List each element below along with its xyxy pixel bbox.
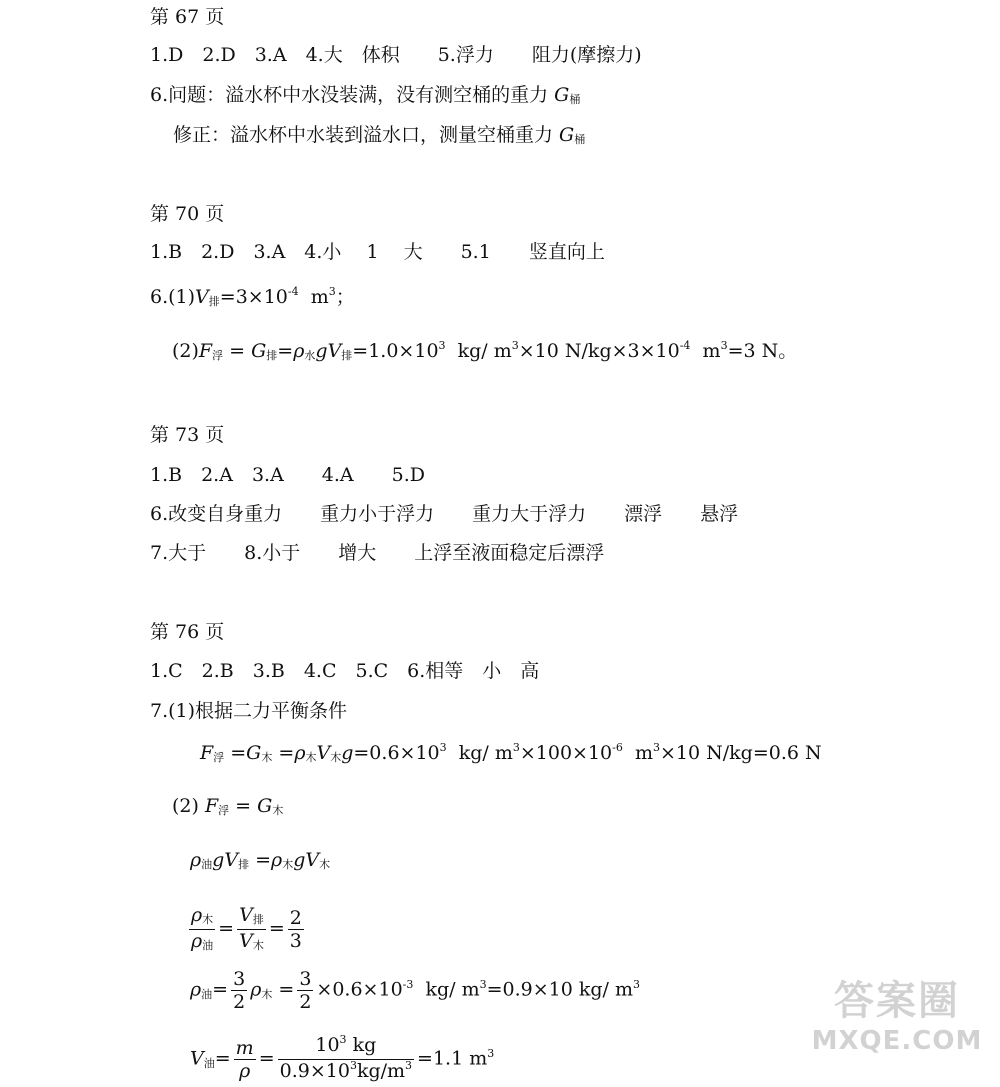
sub: 油: [203, 1056, 215, 1070]
sup: 3: [438, 339, 446, 352]
sub: 油: [201, 858, 213, 871]
watermark-url: MXQE.COM: [811, 1026, 983, 1056]
var: F: [200, 742, 214, 764]
sup: 3: [479, 977, 487, 991]
var: V: [316, 742, 331, 764]
var: F: [198, 340, 213, 362]
sub: 油: [201, 987, 213, 1001]
var: ρ: [271, 849, 283, 871]
var: g: [315, 340, 328, 362]
equation-buoyancy-3: [190, 851, 330, 870]
var: g: [293, 849, 306, 871]
denominator: [237, 930, 266, 955]
fraction-volume-calc: [278, 1034, 414, 1085]
fraction-two-thirds: [288, 907, 304, 952]
var: V: [190, 1047, 204, 1070]
text: =1.1 m: [417, 1047, 488, 1070]
var: ρ: [191, 930, 203, 952]
sup: 3: [653, 741, 660, 754]
sub: 木: [282, 858, 294, 871]
watermark-logo: [802, 969, 992, 1079]
text: ×0.6×10: [316, 978, 403, 1001]
sup: 3: [439, 741, 447, 754]
heading-page-70: 第 70 页: [150, 203, 225, 225]
text: 6.(1): [150, 286, 196, 308]
equation-oil-volume: [190, 1034, 494, 1085]
denominator: [189, 930, 215, 955]
equation-buoyancy-2: [172, 797, 283, 816]
numerator: [278, 1034, 414, 1060]
var: V: [195, 286, 209, 308]
text: kg: [346, 1034, 377, 1056]
sub: 排: [208, 295, 220, 308]
text: =: [268, 917, 285, 940]
answers-p67-line2: [150, 86, 580, 105]
sub: 排: [238, 858, 250, 871]
var: V: [305, 849, 320, 871]
equation-buoyancy-1: [200, 741, 822, 764]
sup: 3: [720, 339, 728, 352]
text: =: [218, 917, 235, 940]
sub: 木: [261, 751, 273, 764]
fraction-density-ratio: [189, 904, 215, 955]
text: kg/ m: [457, 340, 512, 362]
text: =: [258, 1047, 275, 1070]
answers-p73-line3: 7.大于 8.小于 增大 上浮至液面稳定后漂浮: [150, 542, 605, 564]
text: kg/m: [356, 1060, 406, 1082]
sub: 桶: [574, 133, 586, 146]
var-g: G: [554, 84, 570, 106]
text: 0.9×10: [279, 1060, 350, 1082]
sub: 桶: [569, 93, 581, 106]
text: (2): [172, 340, 199, 362]
sub: 水: [304, 349, 316, 362]
text: m: [634, 742, 653, 764]
text: =1.0×10: [352, 340, 439, 362]
sub: 木: [305, 751, 317, 764]
denominator: 2: [233, 991, 246, 1013]
sub: 木: [252, 939, 264, 952]
answers-p70-q6-1: [150, 285, 355, 308]
text: m: [310, 286, 329, 308]
sub: 油: [202, 939, 214, 952]
denominator: ρ: [239, 1060, 251, 1082]
var: ρ: [250, 978, 262, 1001]
text: =0.9×10 kg/ m: [486, 978, 634, 1001]
text: (2): [172, 795, 205, 817]
text: 修正：溢水杯中水装到溢水口，测量空桶重力: [173, 124, 560, 146]
sup: -3: [402, 977, 414, 991]
answers-p76-line1: 1.C 2.B 3.B 4.C 5.C 6.相等 小 高: [150, 660, 540, 682]
text: 10: [315, 1034, 340, 1056]
sup: 3: [633, 977, 641, 991]
sup: 3: [339, 1033, 347, 1046]
text: ×10 N/kg=0.6 N: [660, 742, 822, 764]
var: ρ: [190, 849, 202, 871]
equation-ratio: [186, 904, 307, 955]
sub: 排: [341, 349, 353, 362]
sup: -4: [287, 285, 299, 298]
heading-page-76: 第 76 页: [150, 621, 225, 643]
numerator: [189, 904, 215, 930]
sub: 木: [319, 858, 331, 871]
numerator: m: [235, 1037, 254, 1059]
fraction-m-over-rho: [234, 1037, 256, 1082]
var: ρ: [190, 978, 202, 1001]
sup: 3: [328, 285, 336, 298]
text: ×10 N/kg×3×10: [518, 340, 680, 362]
text: =0.6×10: [353, 742, 440, 764]
sub: 浮: [213, 751, 225, 764]
answers-p73-line2: 6.改变自身重力 重力小于浮力 重力大于浮力 漂浮 悬浮: [150, 503, 739, 525]
text: ×100×10: [519, 742, 613, 764]
text: =: [277, 340, 294, 362]
sup: 3: [512, 741, 520, 754]
fraction-volume-ratio: [237, 904, 266, 955]
numerator: 3: [233, 968, 246, 990]
var-g: G: [559, 124, 575, 146]
numerator: 2: [289, 907, 302, 929]
denominator: 3: [289, 930, 302, 952]
text: =3 N。: [727, 340, 798, 362]
text: m: [702, 340, 721, 362]
sub: 浮: [218, 804, 230, 817]
var: g: [341, 742, 354, 764]
answers-p70-line1: 1.B 2.D 3.A 4.小 1 大 5.1 竖直向上: [150, 241, 605, 263]
sub: 排: [266, 349, 278, 362]
var: G: [257, 795, 273, 817]
text: =: [214, 1047, 231, 1070]
sup: -4: [679, 339, 691, 352]
numerator: 3: [299, 968, 312, 990]
text: ；: [335, 286, 355, 308]
answers-p73-line1: 1.B 2.A 3.A 4.A 5.D: [150, 464, 425, 486]
text: =: [223, 340, 252, 362]
sup: 3: [511, 339, 519, 352]
sup: 3: [487, 1046, 495, 1060]
heading-page-67: 第 67 页: [150, 6, 225, 28]
text: kg/ m: [425, 978, 480, 1001]
answers-p76-line2: 7.(1)根据二力平衡条件: [150, 700, 348, 722]
text: 6.问题：溢水杯中水没装满，没有测空桶的重力: [150, 84, 555, 106]
sup: 3: [349, 1059, 357, 1072]
var: g: [212, 849, 225, 871]
denominator: [278, 1060, 414, 1085]
text: =: [229, 795, 258, 817]
watermark-text: 答案圈: [834, 978, 960, 1024]
sup: -6: [612, 741, 623, 754]
text: =: [272, 978, 295, 1001]
text: kg/ m: [458, 742, 513, 764]
answers-p67-line1: 1.D 2.D 3.A 4.大 体积 5.浮力 阻力(摩擦力): [150, 44, 642, 66]
equation-oil-density: [190, 968, 640, 1013]
text: =: [224, 742, 247, 764]
sub: 木: [330, 751, 342, 764]
sub: 木: [272, 804, 284, 817]
sup: 3: [405, 1059, 413, 1072]
var: ρ: [293, 340, 305, 362]
var: V: [327, 340, 342, 362]
var: F: [204, 795, 219, 817]
var: V: [239, 904, 253, 926]
text: =3×10: [219, 286, 288, 308]
var: V: [224, 849, 239, 871]
sub: 浮: [212, 349, 224, 362]
answers-p67-line3: [173, 126, 585, 145]
var: V: [239, 930, 253, 952]
var: ρ: [191, 904, 203, 926]
numerator: [237, 904, 266, 930]
denominator: 2: [299, 991, 312, 1013]
sub: 木: [202, 913, 214, 926]
text: =: [272, 742, 295, 764]
var: G: [251, 340, 267, 362]
sub: 木: [261, 987, 273, 1001]
var: G: [246, 742, 262, 764]
text: =: [249, 849, 272, 871]
sub: 排: [252, 913, 264, 926]
fraction-three-halves-2: [297, 968, 313, 1013]
text: =: [212, 978, 229, 1001]
fraction-three-halves: [231, 968, 247, 1013]
heading-page-73: 第 73 页: [150, 424, 225, 446]
answers-p70-q6-2: [172, 339, 798, 362]
var: ρ: [294, 742, 306, 764]
